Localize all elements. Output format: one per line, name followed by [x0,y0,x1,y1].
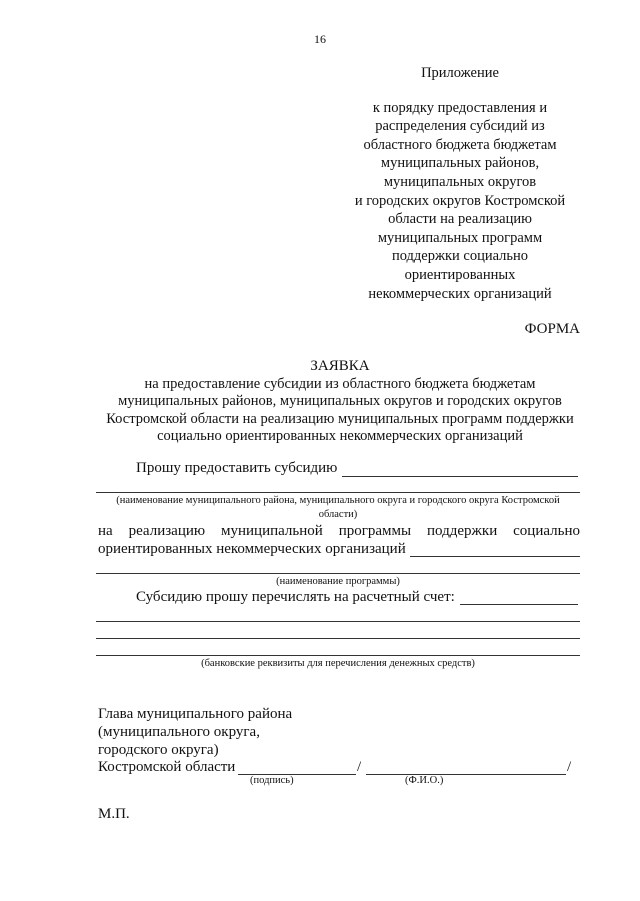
name-slash: / [567,759,572,775]
account-field[interactable] [460,604,578,605]
caption-bank: (банковские реквизиты для перечисления денежных средств) [201,658,475,669]
application-title-block [80,358,600,446]
purpose-word: социально [513,523,580,539]
application-subtitle-line: на предоставление субсидии из областного бюджета бюджетам [144,375,536,392]
purpose-word: реализацию [128,523,206,539]
caption-municipality: (наименование муниципального района, муниципального округа и городского округа Костромской области) [116,495,560,520]
bank-details-field-1[interactable] [96,621,580,622]
program-name-field-line2[interactable] [96,573,580,574]
appendix-line: области на реализацию [388,211,532,228]
appendix-line: и городских округов Костромской [354,192,566,209]
stamp-place: М.П. [98,806,130,822]
appendix-line: поддержки социально [391,248,529,265]
page-number: 16 [314,32,326,46]
signature-slash: / [357,759,362,775]
name-caption: (Ф.И.О.) [405,775,444,786]
purpose-word: муниципальной [221,523,323,539]
signature-title-line: городского округа) [98,742,219,758]
signature-region-line: Костромской области [98,759,236,775]
municipality-name-field-line2[interactable] [96,492,580,493]
appendix-line: муниципальных программ [377,229,543,246]
transfer-text: Субсидию прошу перечислять на расчетный счет: [136,589,455,605]
application-subtitle-line: муниципальных районов, муниципальных округов и городских округов [118,393,562,410]
appendix-title: Приложение [421,65,499,81]
purpose-word: на [98,523,113,539]
appendix-line: распределения субсидий из [375,118,545,135]
appendix-line: ориентированных [404,266,516,283]
purpose-line [98,523,580,540]
appendix-line: областного бюджета бюджетам [363,136,557,153]
request-text: Прошу предоставить субсидию [136,460,338,476]
appendix-line: некоммерческих организаций [368,285,552,302]
purpose-word: программы [338,523,412,539]
appendix-line: к порядку предоставления и [372,99,548,116]
application-title: ЗАЯВКА [310,358,370,374]
signature-title-line: Глава муниципального района [98,706,293,722]
caption-program: (наименование программы) [276,576,400,587]
application-subtitle-line: социально ориентированных некоммерческих организаций [157,428,523,445]
bank-details-field-3[interactable] [96,655,580,656]
form-label: ФОРМА [524,321,580,337]
appendix-line: муниципальных районов, [380,155,540,172]
appendix-line: муниципальных округов [383,173,537,190]
appendix-header [330,64,590,303]
program-name-field[interactable] [410,556,580,557]
full-name-field[interactable] [366,774,566,775]
purpose-line-2: ориентированных некоммерческих организаций [98,541,406,557]
signature-title-line: (муниципального округа, [98,724,260,740]
bank-details-field-2[interactable] [96,638,580,639]
application-subtitle-line: Костромской области на реализацию муниципальных программ поддержки [106,410,574,427]
purpose-word: поддержки [427,523,498,539]
municipality-name-field[interactable] [342,476,578,477]
signature-caption: (подпись) [250,775,294,786]
